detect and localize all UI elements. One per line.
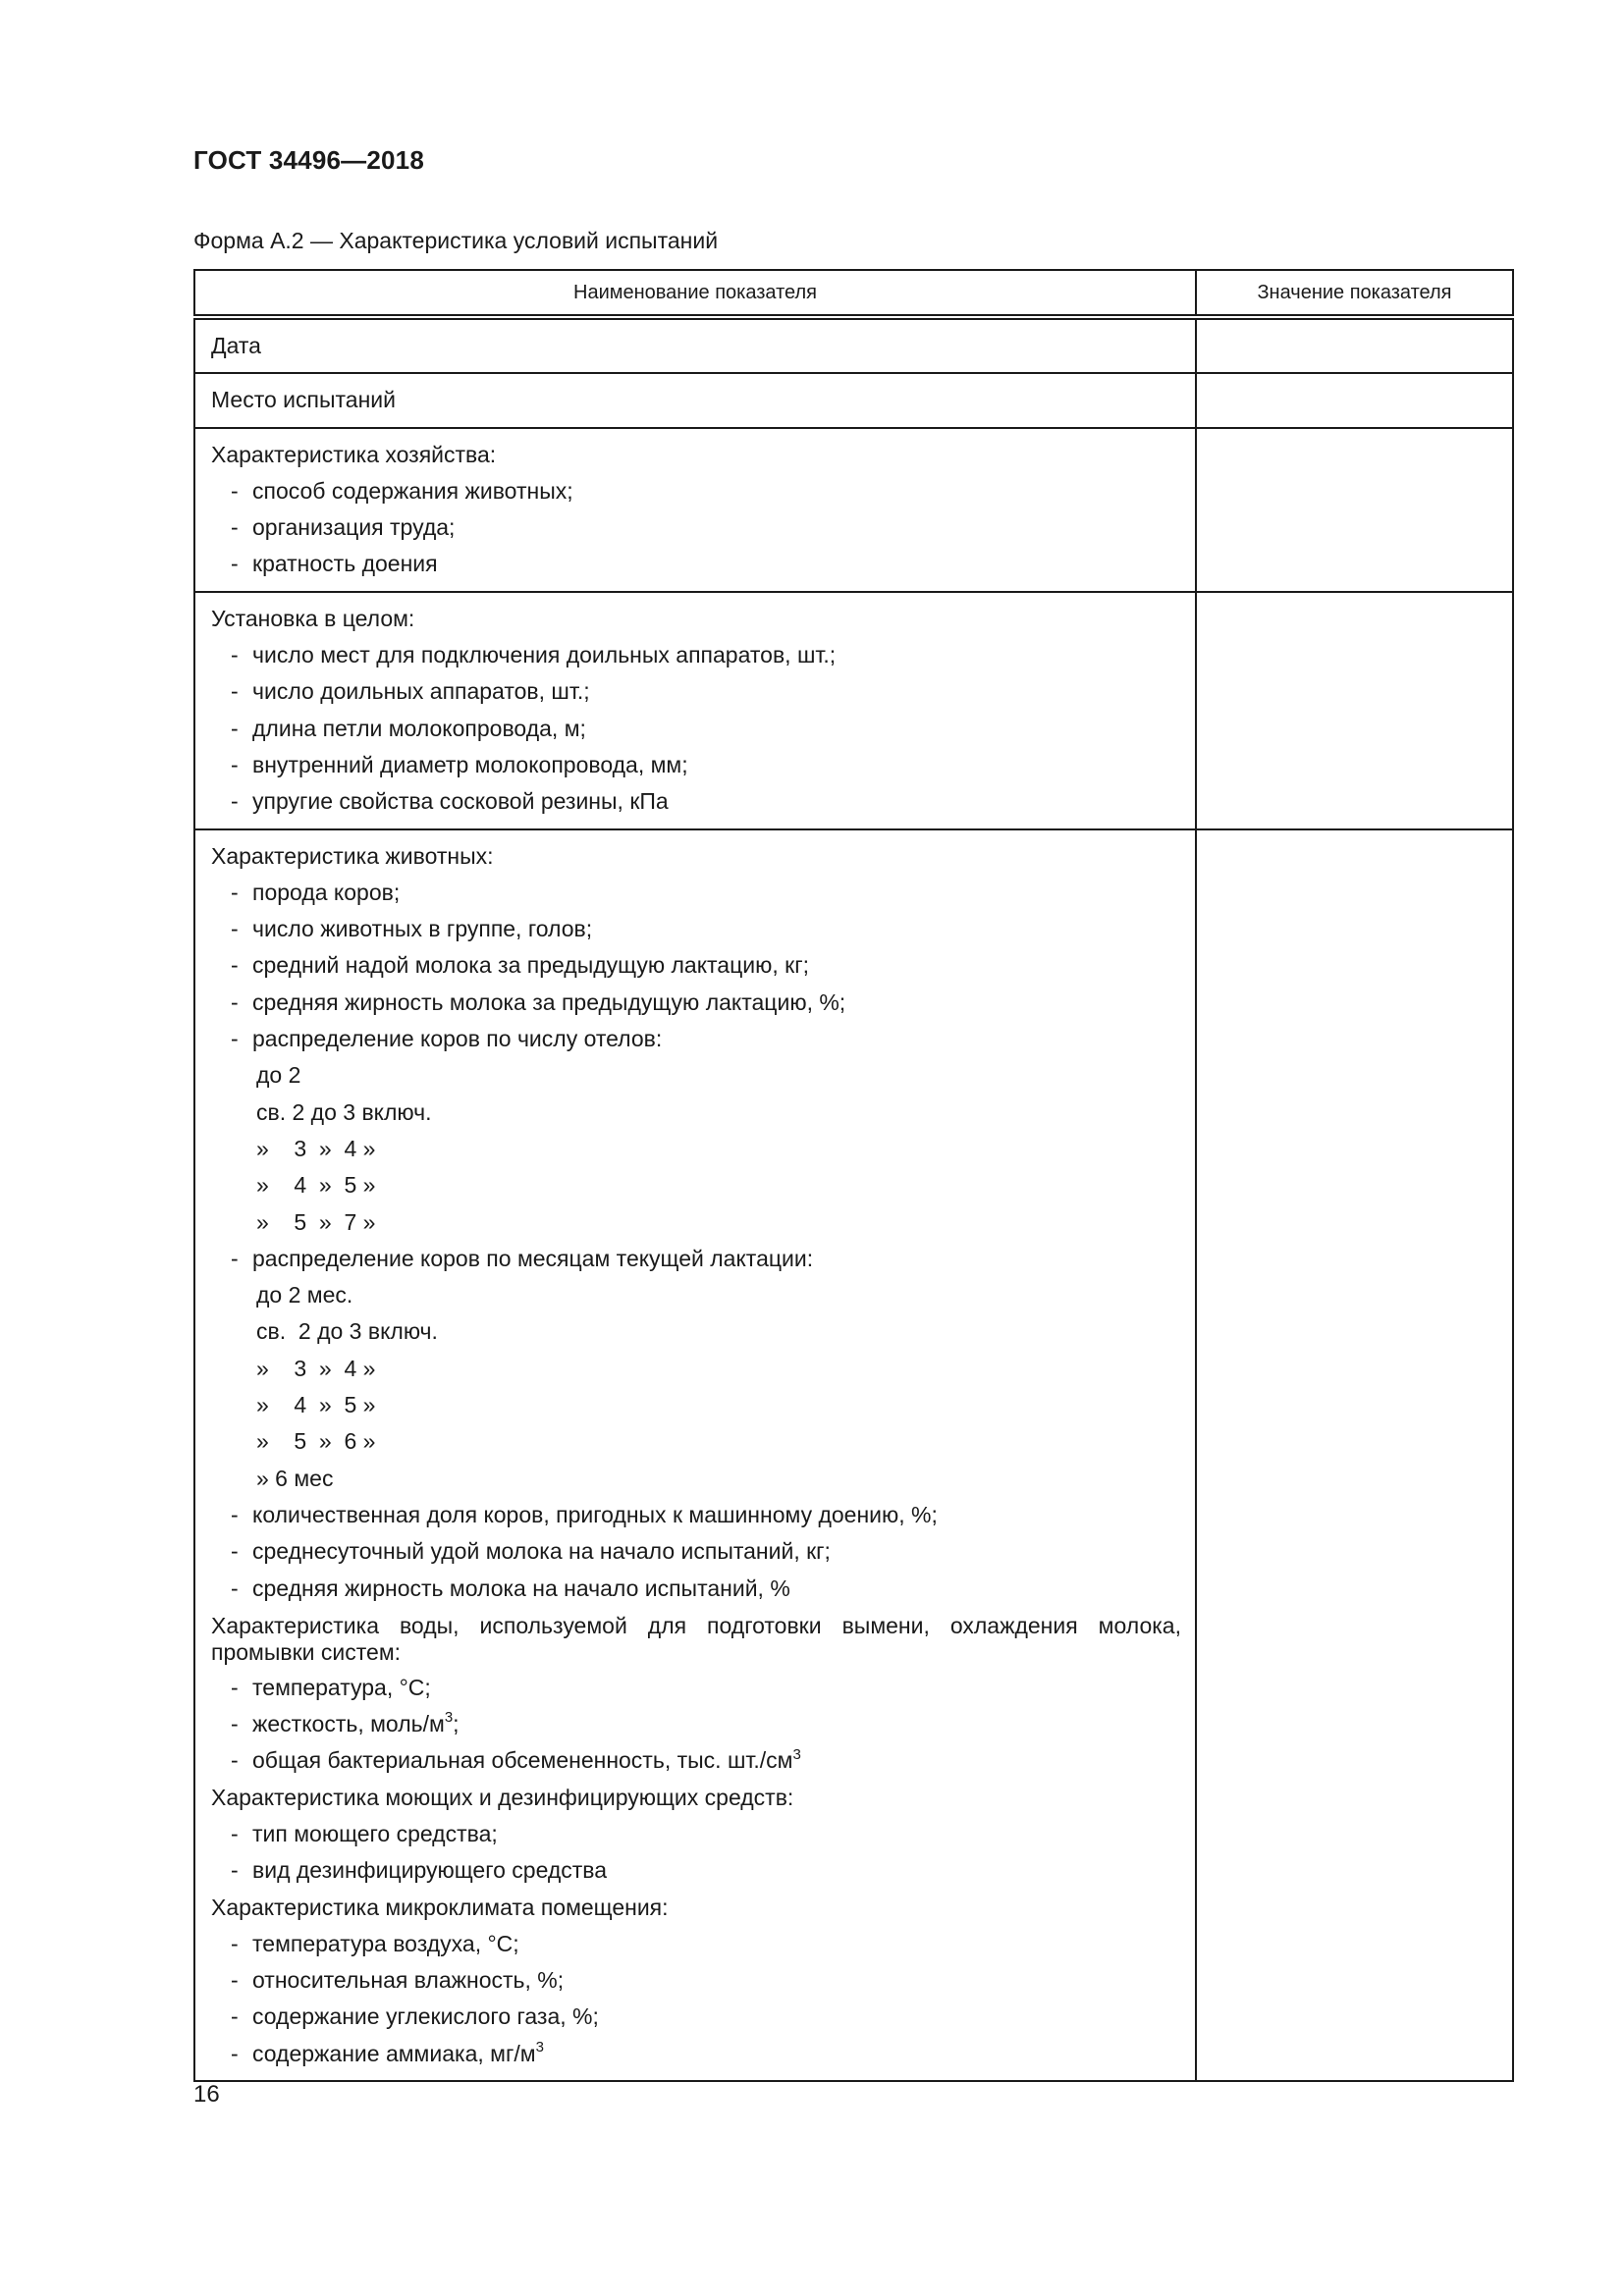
column-header-name: Наименование показателя <box>194 270 1196 317</box>
list-item: - число животных в группе, голов; <box>231 916 593 942</box>
list-item: - жесткость, моль/$м^3$; <box>231 1709 460 1737</box>
row-label: Установка в целом: <box>211 605 415 631</box>
table-header-row <box>194 270 1513 317</box>
list-item: - распределение коров по месяцам текущей лактации: <box>231 1245 814 1271</box>
sub-item: » 4 » 5 » <box>256 1172 376 1199</box>
row-label: Характеристика микроклимата помещения: <box>211 1894 669 1920</box>
list-item: - содержание аммиака, $мг/м^3$ <box>231 2039 544 2066</box>
table-row <box>194 317 1513 373</box>
list-item: - средняя жирность молока за предыдущую лактацию, %; <box>231 988 846 1015</box>
list-item: - температура воздуха, °С; <box>231 1930 519 1956</box>
list-item: - число доильных аппаратов, шт.; <box>231 678 590 705</box>
list-item: - средний надой молока за предыдущую лактацию, кг; <box>231 952 809 979</box>
column-header-value: Значение показателя <box>1196 270 1513 317</box>
list-item: - распределение коров по числу отелов: <box>231 1026 663 1052</box>
table-row <box>194 829 1513 2082</box>
list-item: - относительная влажность, %; <box>231 1967 565 1994</box>
sub-item: » 5 » 6 » <box>256 1428 376 1455</box>
row-label: Характеристика моющих и дезинфицирующих средств: <box>211 1784 794 1810</box>
sub-item: » 6 мес <box>256 1465 334 1491</box>
sub-item: до 2 мес. <box>256 1282 353 1308</box>
list-item: - количественная доля коров, пригодных к машинному доению, %; <box>231 1501 938 1527</box>
document-header: ГОСТ 34496—2018 <box>193 145 424 175</box>
row-label: Характеристика воды, используемой для подготовки вымени, охлаждения молока, промывки систем: <box>211 1612 1181 1665</box>
sub-item: » 3 » 4 » <box>256 1135 376 1161</box>
value-cell[interactable] <box>1196 829 1513 2082</box>
list-item: - среднесуточный удой молока на начало испытаний, кг; <box>231 1538 831 1565</box>
sub-item: » 4 » 5 » <box>256 1392 376 1418</box>
list-item: - длина петли молокопровода, м; <box>231 715 586 741</box>
list-item: - способ содержания животных; <box>231 477 573 504</box>
list-item: - тип моющего средства; <box>231 1820 498 1846</box>
list-item: - организация труда; <box>231 514 456 541</box>
row-name-cell <box>194 592 1196 829</box>
list-item: - упругие свойства сосковой резины, кПа <box>231 788 669 815</box>
row-label: Характеристика животных: <box>211 842 494 869</box>
row-name-cell <box>194 829 1196 2082</box>
list-item: - вид дезинфицирующего средства <box>231 1857 608 1884</box>
list-item: - порода коров; <box>231 879 401 905</box>
sub-item: до 2 <box>256 1062 301 1089</box>
list-item: - кратность доения <box>231 551 438 577</box>
table-row <box>194 592 1513 829</box>
value-cell[interactable] <box>1196 317 1513 373</box>
list-item: - общая бактериальная обсемененность, тыс. $шт./см^3$ <box>231 1745 801 1774</box>
table-row <box>194 373 1513 427</box>
conditions-table <box>193 269 1514 2082</box>
form-caption: Форма А.2 — Характеристика условий испытаний <box>193 228 719 253</box>
row-label: Характеристика хозяйства: <box>211 441 497 467</box>
row-label: Место испытаний <box>211 387 396 413</box>
sub-item: » 3 » 4 » <box>256 1355 376 1381</box>
list-item: - число мест для подключения доильных аппаратов, шт.; <box>231 642 837 668</box>
row-name-cell <box>194 373 1196 427</box>
list-item: - температура, °С; <box>231 1674 431 1700</box>
sub-item: св. 2 до 3 включ. <box>256 1098 432 1125</box>
value-cell[interactable] <box>1196 373 1513 427</box>
row-name-cell <box>194 317 1196 373</box>
page-number: 16 <box>193 2081 220 2108</box>
list-item: - средняя жирность молока на начало испытаний, % <box>231 1575 790 1601</box>
sub-item: св. 2 до 3 включ. <box>256 1318 438 1345</box>
list-item: - содержание углекислого газа, %; <box>231 2003 599 2030</box>
value-cell[interactable] <box>1196 592 1513 829</box>
list-item: - внутренний диаметр молокопровода, мм; <box>231 751 688 777</box>
sub-item: » 5 » 7 » <box>256 1208 376 1235</box>
table-row <box>194 428 1513 592</box>
row-name-cell <box>194 428 1196 592</box>
value-cell[interactable] <box>1196 428 1513 592</box>
row-label: Дата <box>211 333 261 358</box>
